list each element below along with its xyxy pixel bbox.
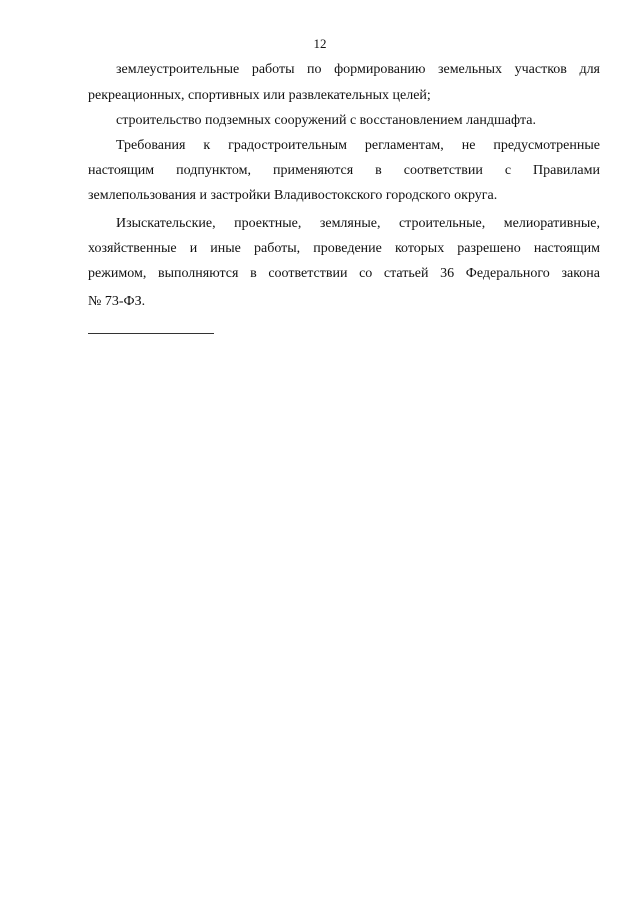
page-number: 12 — [313, 36, 327, 51]
paragraph-2-line-1: строительство подземных сооружений с восстановлением ландшафта. — [116, 113, 537, 128]
word: в — [375, 163, 382, 178]
paragraph-3-line-1: Требования к градостроительным регламентам, не предусмотренные — [116, 138, 600, 153]
paragraph-4-line-1: Изыскательские, проектные, земляные, строительные, мелиоративные, — [116, 216, 600, 231]
word: подпунктом, — [176, 163, 251, 178]
word: Правилами — [533, 163, 600, 178]
word: соответствии — [403, 163, 483, 178]
paragraph-4-line-2: хозяйственные и иные работы, проведение которых разрешено настоящим — [88, 241, 600, 256]
paragraph-1-line-1: землеустроительные работы по формированию земельных участков для — [116, 62, 600, 77]
end-divider-line — [88, 333, 214, 334]
paragraph-4-line-3: режимом, выполняются в соответствии со статьей 36 Федерального закона — [88, 266, 600, 281]
paragraph-1-line-2: рекреационных, спортивных или развлекательных целей; — [88, 88, 431, 103]
paragraph-3-line-2 — [88, 162, 600, 180]
word: с — [504, 163, 512, 178]
paragraph-3-line-3: землепользования и застройки Владивостокского городского округа. — [88, 188, 498, 203]
paragraph-4-line-4: № 73-ФЗ. — [88, 294, 146, 309]
word: настоящим — [88, 163, 155, 178]
word: применяются — [272, 163, 354, 178]
